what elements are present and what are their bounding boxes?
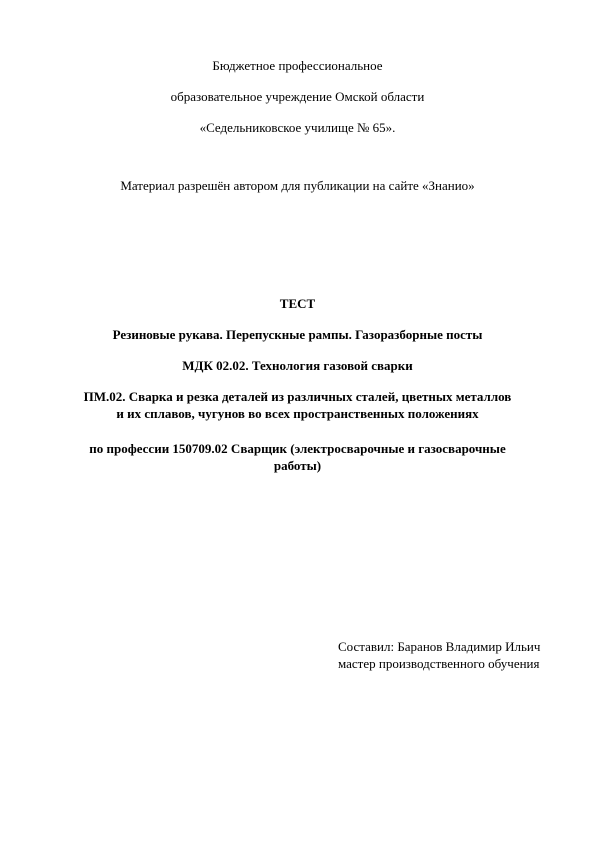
author-position: мастер производственного обучения bbox=[338, 656, 540, 671]
topic-title: Резиновые рукава. Перепускные рампы. Газоразборные посты bbox=[112, 327, 483, 342]
pm-title-line-1: ПМ.02. Сварка и резка деталей из различных сталей, цветных металлов bbox=[83, 389, 512, 404]
profession-line-1: по профессии 150709.02 Сварщик (электросварочные и газосварочные bbox=[89, 441, 506, 456]
profession-line-2: работы) bbox=[273, 458, 322, 473]
pm-title-line-2: и их сплавов, чугунов во всех пространственных положениях bbox=[116, 406, 479, 421]
publication-permission: Материал разрешён автором для публикации на сайте «Знанио» bbox=[120, 178, 475, 193]
institution-line-2: образовательное учреждение Омской области bbox=[170, 89, 425, 104]
institution-line-1: Бюджетное профессиональное bbox=[212, 58, 383, 73]
institution-line-3: «Седельниковское училище № 65». bbox=[199, 120, 396, 135]
author-name: Составил: Баранов Владимир Ильич bbox=[338, 639, 541, 654]
document-title: ТЕСТ bbox=[279, 296, 316, 311]
mdk-title: МДК 02.02. Технология газовой сварки bbox=[182, 358, 413, 373]
